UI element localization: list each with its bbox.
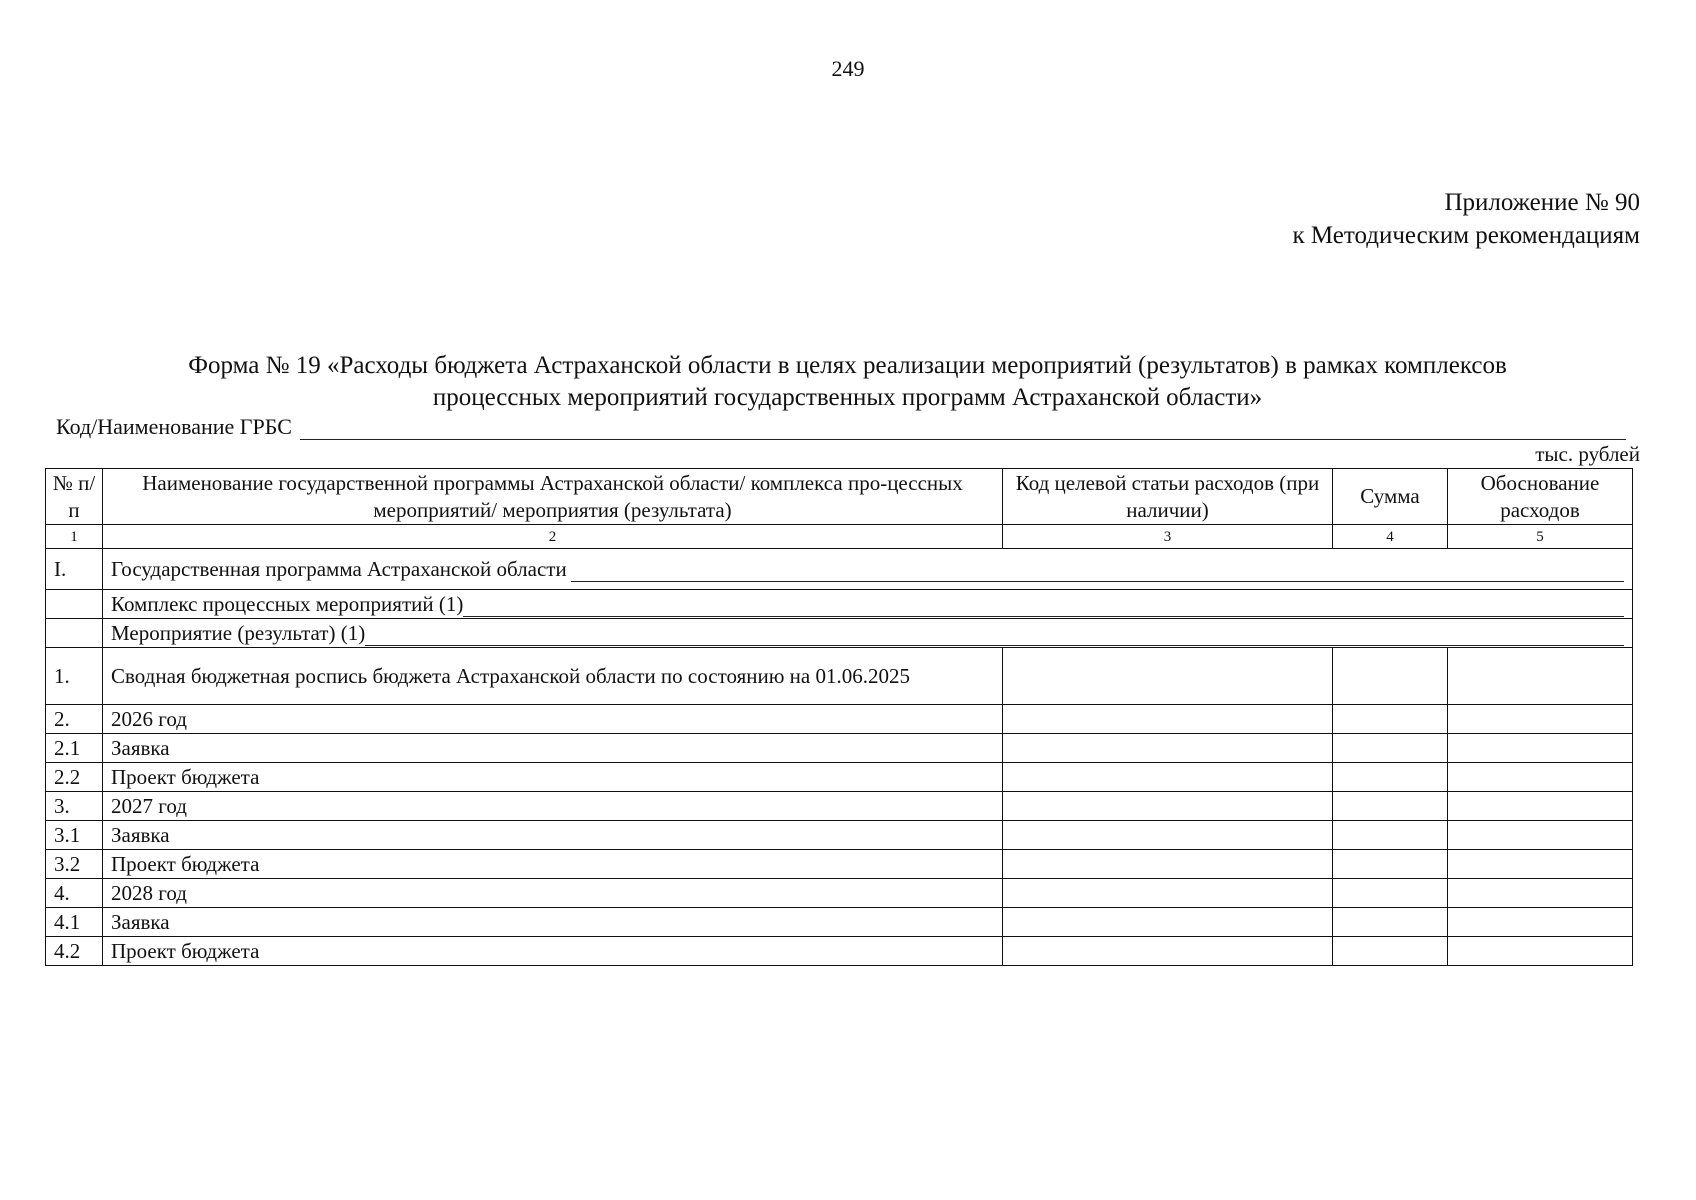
column-index: 1 bbox=[46, 525, 103, 549]
complex-field bbox=[103, 590, 1633, 619]
grbs-field bbox=[56, 414, 1626, 440]
header-sum: Сумма bbox=[1333, 469, 1448, 525]
row-num: 2.1 bbox=[46, 734, 103, 763]
column-index: 4 bbox=[1333, 525, 1448, 549]
header-num: № п/п bbox=[46, 469, 103, 525]
complex-blank-line bbox=[463, 598, 1624, 617]
row-num: 3. bbox=[46, 792, 103, 821]
code-cell bbox=[1003, 850, 1333, 879]
row-name: Заявка bbox=[103, 734, 1003, 763]
column-index: 3 bbox=[1003, 525, 1333, 549]
grbs-label: Код/Наименование ГРБС bbox=[56, 414, 292, 439]
table-header-row bbox=[46, 469, 1633, 525]
justification-cell bbox=[1448, 821, 1633, 850]
table-row bbox=[46, 705, 1633, 734]
table-row bbox=[46, 879, 1633, 908]
code-cell bbox=[1003, 908, 1333, 937]
header-justification: Обоснование расходов bbox=[1448, 469, 1633, 525]
code-cell bbox=[1003, 648, 1333, 705]
measure-label: Мероприятие (результат) (1) bbox=[111, 621, 366, 645]
row-num: 2. bbox=[46, 705, 103, 734]
header-name: Наименование государственной программы Астраханской области/ комплекса про-цессных мероприятий/ мероприятия (результата) bbox=[103, 469, 1003, 525]
row-num: 3.1 bbox=[46, 821, 103, 850]
code-cell bbox=[1003, 763, 1333, 792]
justification-cell bbox=[1448, 763, 1633, 792]
sum-cell bbox=[1333, 937, 1448, 966]
sum-cell bbox=[1333, 821, 1448, 850]
justification-cell bbox=[1448, 648, 1633, 705]
column-index-row bbox=[46, 525, 1633, 549]
sum-cell bbox=[1333, 705, 1448, 734]
row-name: Проект бюджета bbox=[103, 763, 1003, 792]
section-measure-row bbox=[46, 619, 1633, 648]
row-name: 2026 год bbox=[103, 705, 1003, 734]
page-number: 249 bbox=[831, 56, 865, 81]
row-name: Заявка bbox=[103, 908, 1003, 937]
code-cell bbox=[1003, 705, 1333, 734]
column-index: 5 bbox=[1448, 525, 1633, 549]
measure-field bbox=[103, 619, 1633, 648]
section-complex-row bbox=[46, 590, 1633, 619]
table-row bbox=[46, 763, 1633, 792]
column-index: 2 bbox=[103, 525, 1003, 549]
program-blank-line bbox=[571, 563, 1624, 582]
sum-cell bbox=[1333, 734, 1448, 763]
justification-cell bbox=[1448, 850, 1633, 879]
row-num: 1. bbox=[46, 648, 103, 705]
program-label: Государственная программа Астраханской области bbox=[111, 557, 567, 581]
expenses-table bbox=[45, 468, 1633, 966]
table-row bbox=[46, 792, 1633, 821]
form-title-line-2: процессных мероприятий государственных программ Астраханской области» bbox=[432, 384, 1263, 411]
units-label: тыс. рублей bbox=[1535, 442, 1640, 466]
complex-label: Комплекс процессных мероприятий (1) bbox=[111, 592, 464, 616]
row-name: Проект бюджета bbox=[103, 850, 1003, 879]
table-row bbox=[46, 850, 1633, 879]
measure-blank-line bbox=[365, 627, 1624, 646]
table-row bbox=[46, 937, 1633, 966]
appendix-reference bbox=[1292, 186, 1640, 252]
empty-cell bbox=[46, 590, 103, 619]
sum-cell bbox=[1333, 879, 1448, 908]
section-program-row bbox=[46, 549, 1633, 590]
table-row bbox=[46, 821, 1633, 850]
form-title-line-1: Форма № 19 «Расходы бюджета Астраханской области в целях реализации мероприятий (результатов) в рамках комплексов bbox=[188, 352, 1507, 379]
justification-cell bbox=[1448, 734, 1633, 763]
sum-cell bbox=[1333, 763, 1448, 792]
row-name: 2027 год bbox=[103, 792, 1003, 821]
code-cell bbox=[1003, 792, 1333, 821]
sum-cell bbox=[1333, 850, 1448, 879]
form-title bbox=[70, 350, 1625, 414]
row-name: Заявка bbox=[103, 821, 1003, 850]
code-cell bbox=[1003, 734, 1333, 763]
code-cell bbox=[1003, 821, 1333, 850]
row-num: 3.2 bbox=[46, 850, 103, 879]
sum-cell bbox=[1333, 648, 1448, 705]
empty-cell bbox=[46, 619, 103, 648]
grbs-blank-line bbox=[300, 419, 1626, 440]
row-num: 4. bbox=[46, 879, 103, 908]
justification-cell bbox=[1448, 908, 1633, 937]
table-row bbox=[46, 734, 1633, 763]
row-name: Сводная бюджетная роспись бюджета Астраханской области по состоянию на 01.06.2025 bbox=[103, 648, 1003, 705]
section-num: I. bbox=[46, 549, 103, 590]
program-field bbox=[103, 549, 1633, 590]
appendix-line-2: к Методическим рекомендациям bbox=[1292, 222, 1640, 249]
table-row bbox=[46, 648, 1633, 705]
row-num: 4.2 bbox=[46, 937, 103, 966]
row-num: 4.1 bbox=[46, 908, 103, 937]
appendix-line-1: Приложение № 90 bbox=[1444, 189, 1640, 216]
justification-cell bbox=[1448, 705, 1633, 734]
row-num: 2.2 bbox=[46, 763, 103, 792]
code-cell bbox=[1003, 937, 1333, 966]
code-cell bbox=[1003, 879, 1333, 908]
sum-cell bbox=[1333, 908, 1448, 937]
justification-cell bbox=[1448, 937, 1633, 966]
row-name: 2028 год bbox=[103, 879, 1003, 908]
justification-cell bbox=[1448, 792, 1633, 821]
sum-cell bbox=[1333, 792, 1448, 821]
justification-cell bbox=[1448, 879, 1633, 908]
header-code: Код целевой статьи расходов (при наличии) bbox=[1003, 469, 1333, 525]
row-name: Проект бюджета bbox=[103, 937, 1003, 966]
table-row bbox=[46, 908, 1633, 937]
